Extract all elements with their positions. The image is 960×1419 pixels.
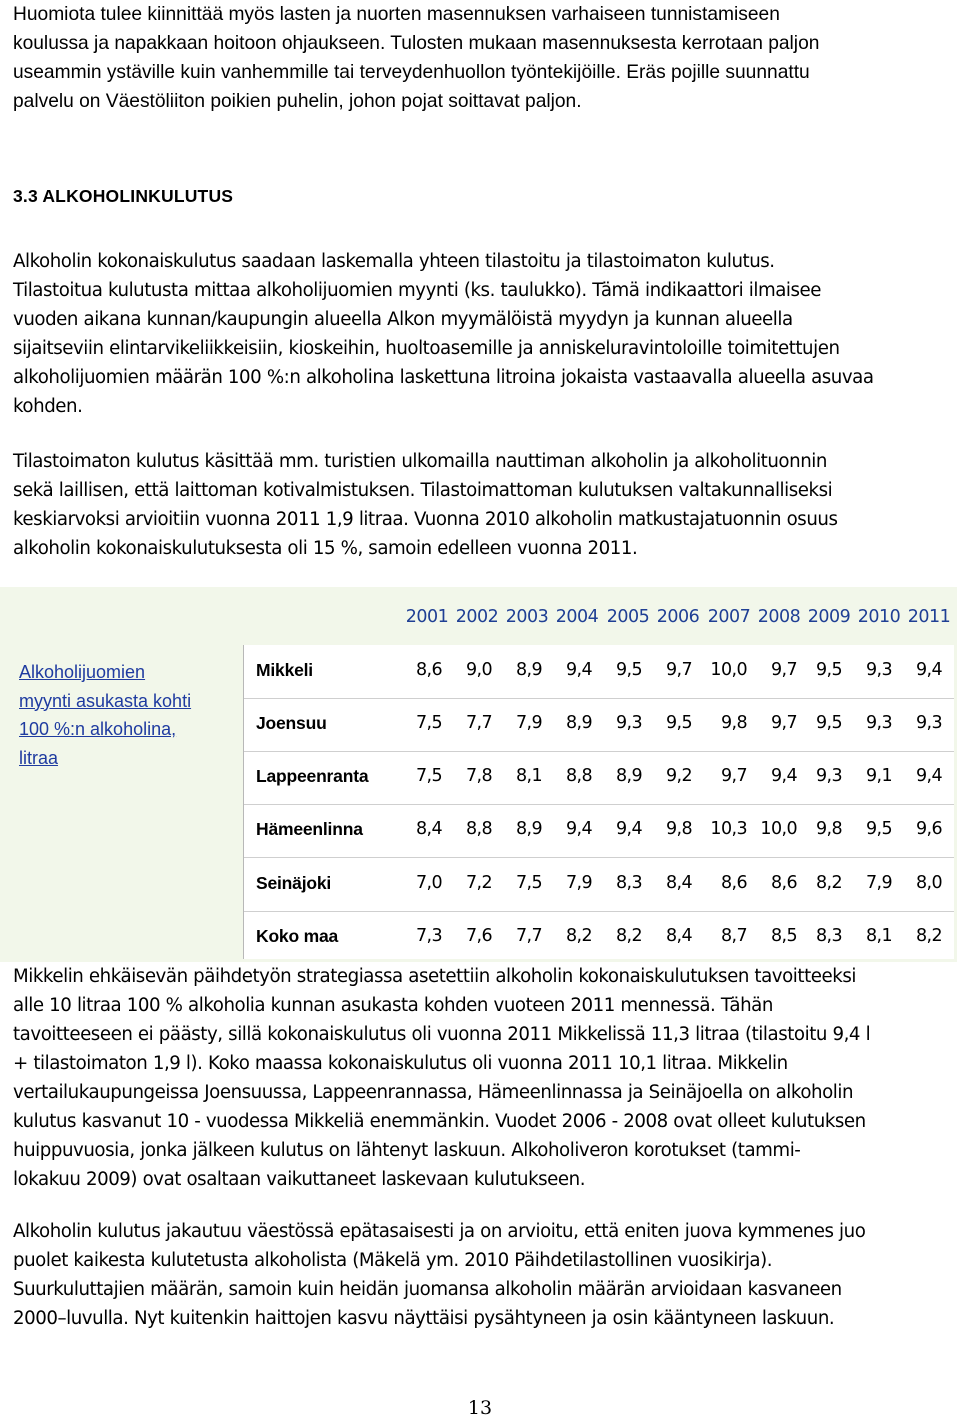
table-cell: 8,9 <box>615 766 642 786</box>
strategy-paragraph: Mikkelin ehkäisevän päihdetyön strategiassa asetettiin alkoholin kokonaiskulutuksen tavoitteeksi alle 10 litraa 100 % alkoholia kunnan asukasta kohden vuoteen 2011 mennessä. Tähän tavoitteeseen ei päästy, sillä kokonaiskulutus oli vuonna 2011 Mikkelissä 11,3 litraa (tilastoitu 9,4 l + tilastoimaton 1,9 l). Koko maassa kokonaiskulutus oli vuonna 2011 10,1 litraa. Mikkelin vertailukaupungeissa Joensuussa, Lappeenrannassa, Hämeenlinnassa ja Seinäjoella on alkoholin kulutus kasvanut 10 - vuodessa Mikkeliä enemmänkin. Vuodet 2006 - 2008 ovat olleet kulutuksen huippuvuosia, jonka jälkeen kulutus on lähtenyt laskuun. Alkoholiveron korotukset (tammi- lokakuu 2009) ovat osaltaan vaikuttaneet laskevaan kulutukseen. <box>13 966 871 1190</box>
table-cell: 9,4 <box>915 766 942 786</box>
intro-paragraph: Huomiota tulee kiinnittää myös lasten ja nuorten masennuksen varhaiseen tunnistamiseen koulussa ja napakkaan hoitoon ohjaukseen. Tulosten mukaan masennuksesta kerrotaan paljon useammin ystäville kuin vanhemmille tai terveydenhuollon työntekijöille. Eräs pojille suunnattu palvelu on Väestöliiton poikien puhelin, johon pojat soittavat paljon. <box>13 4 820 112</box>
table-cell: 9,5 <box>865 819 892 839</box>
row-label: Seinäjoki <box>256 873 332 893</box>
year-header-2006: 2006 <box>656 607 700 627</box>
table-row-divider <box>244 804 954 805</box>
table-cell: 8,8 <box>465 819 492 839</box>
table-cell: 9,4 <box>565 660 592 680</box>
table-cell: 7,9 <box>865 873 892 893</box>
year-header-2001: 2001 <box>405 607 449 627</box>
table-cell: 8,2 <box>915 926 942 946</box>
table-cell: 10,3 <box>710 819 747 839</box>
table-cell: 8,3 <box>815 926 842 946</box>
year-header-2007: 2007 <box>707 607 751 627</box>
table-cell: 7,0 <box>415 873 442 893</box>
table-row-group-label[interactable]: Alkoholijuomien myynti asukasta kohti 100 %:n alkoholina, litraa <box>19 662 192 768</box>
table-cell: 8,4 <box>665 926 692 946</box>
table-cell: 8,9 <box>515 660 542 680</box>
table-cell: 7,3 <box>415 926 442 946</box>
row-label: Joensuu <box>256 713 327 733</box>
year-header-2008: 2008 <box>757 607 801 627</box>
table-cell: 9,4 <box>565 819 592 839</box>
table-row-divider <box>244 857 954 858</box>
unrecorded-consumption-paragraph: Tilastoimaton kulutus käsittää mm. turistien ulkomailla nauttiman alkoholin ja alkoholituonnin sekä laillisen, että laittoman kotivalmistuksen. Tilastoimattoman kulutuksen valtakunnalliseksi keskiarvoksi arvioitiin vuonna 2011 1,9 litraa. Vuonna 2010 alkoholin matkustajatuonnin osuus alkoholin kokonaiskulutuksesta oli 15 %, samoin edelleen vuonna 2011. <box>13 451 838 559</box>
table-row-divider <box>244 751 954 752</box>
table-cell: 7,2 <box>465 873 492 893</box>
table-cell: 8,9 <box>515 819 542 839</box>
row-label: Lappeenranta <box>256 766 369 786</box>
table-cell: 9,4 <box>915 660 942 680</box>
table-cell: 8,2 <box>815 873 842 893</box>
table-cell: 9,3 <box>865 713 892 733</box>
table-cell: 8,4 <box>665 873 692 893</box>
table-row-divider <box>244 911 954 912</box>
table-cell: 7,6 <box>465 926 492 946</box>
table-cell: 9,8 <box>720 713 747 733</box>
table-cell: 9,5 <box>615 660 642 680</box>
table-cell: 9,6 <box>915 819 942 839</box>
table-cell: 8,6 <box>770 873 797 893</box>
table-cell: 9,8 <box>665 819 692 839</box>
year-header-2010: 2010 <box>857 607 901 627</box>
table-cell: 8,1 <box>865 926 892 946</box>
table-cell: 8,0 <box>915 873 942 893</box>
table-cell: 8,3 <box>615 873 642 893</box>
table-cell: 8,1 <box>515 766 542 786</box>
row-label: Mikkeli <box>256 660 313 680</box>
table-row-divider <box>244 698 954 699</box>
table-cell: 10,0 <box>710 660 747 680</box>
row-label: Hämeenlinna <box>256 819 363 839</box>
table-cell: 8,2 <box>565 926 592 946</box>
table-cell: 9,4 <box>615 819 642 839</box>
table-cell: 7,9 <box>565 873 592 893</box>
table-cell: 7,7 <box>465 713 492 733</box>
table-cell: 9,5 <box>815 713 842 733</box>
table-cell: 8,5 <box>770 926 797 946</box>
table-cell: 9,3 <box>815 766 842 786</box>
table-cell: 8,6 <box>415 660 442 680</box>
table-cell: 7,5 <box>515 873 542 893</box>
table-cell: 8,7 <box>720 926 747 946</box>
year-header-2009: 2009 <box>807 607 851 627</box>
row-label: Koko maa <box>256 926 339 946</box>
table-cell: 9,1 <box>865 766 892 786</box>
year-header-2003: 2003 <box>505 607 549 627</box>
section-heading: 3.3 ALKOHOLINKULUTUS <box>13 186 234 206</box>
table-cell: 9,7 <box>665 660 692 680</box>
table-cell: 9,3 <box>615 713 642 733</box>
table-cell: 9,8 <box>815 819 842 839</box>
table-cell: 9,5 <box>665 713 692 733</box>
distribution-paragraph: Alkoholin kulutus jakautuu väestössä epätasaisesti ja on arvioitu, että eniten juova kymmenes juo puolet kaikesta kulutetusta alkoholista (Mäkelä ym. 2010 Päihdetilastollinen vuosikirja). Suurkuluttajien määrän, samoin kuin heidän juomansa alkoholin määrän arvioidaan kasvaneen 2000–luvulla. Nyt kuitenkin haittojen kasvu näyttäisi pysähtyneen ja osin kääntyneen laskuun. <box>13 1221 866 1329</box>
table-cell: 8,6 <box>720 873 747 893</box>
table-cell: 9,3 <box>915 713 942 733</box>
table-cell: 7,5 <box>415 713 442 733</box>
table-cell: 8,4 <box>415 819 442 839</box>
year-header-2002: 2002 <box>455 607 499 627</box>
table-cell: 9,2 <box>665 766 692 786</box>
table-cell: 8,2 <box>615 926 642 946</box>
year-header-2011: 2011 <box>907 607 951 627</box>
table-cell: 7,9 <box>515 713 542 733</box>
table-cell: 7,7 <box>515 926 542 946</box>
table-cell: 10,0 <box>760 819 797 839</box>
year-header-2004: 2004 <box>555 607 599 627</box>
table-cell: 7,5 <box>415 766 442 786</box>
table-cell: 9,7 <box>770 660 797 680</box>
table-cell: 8,8 <box>565 766 592 786</box>
table-cell: 9,5 <box>815 660 842 680</box>
table-cell: 7,8 <box>465 766 492 786</box>
page-number: 13 <box>467 1397 493 1419</box>
consumption-definition-paragraph: Alkoholin kokonaiskulutus saadaan laskemalla yhteen tilastoitu ja tilastoimaton kulutus. Tilastoitua kulutusta mittaa alkoholijuomien myynti (ks. taulukko). Tämä indikaattori ilmaisee vuoden aikana kunnan/kaupungin alueella Alkon myymälöistä myydyn ja kunnan alueella sijaitseviin elintarvikeliikkeisiin, kioskeihin, huoltoasemille ja anniskeluravintoloille toimitettujen alkoholijuomien määrän 100 %:n alkoholina laskettuna litroina jokaista vastaavalla alueella asuvaa kohden. <box>13 251 874 417</box>
table-cell: 9,3 <box>865 660 892 680</box>
table-cell: 9,7 <box>770 713 797 733</box>
table-cell: 9,0 <box>465 660 492 680</box>
table-cell: 8,9 <box>565 713 592 733</box>
table-cell: 9,7 <box>720 766 747 786</box>
year-header-2005: 2005 <box>606 607 650 627</box>
table-cell: 9,4 <box>770 766 797 786</box>
